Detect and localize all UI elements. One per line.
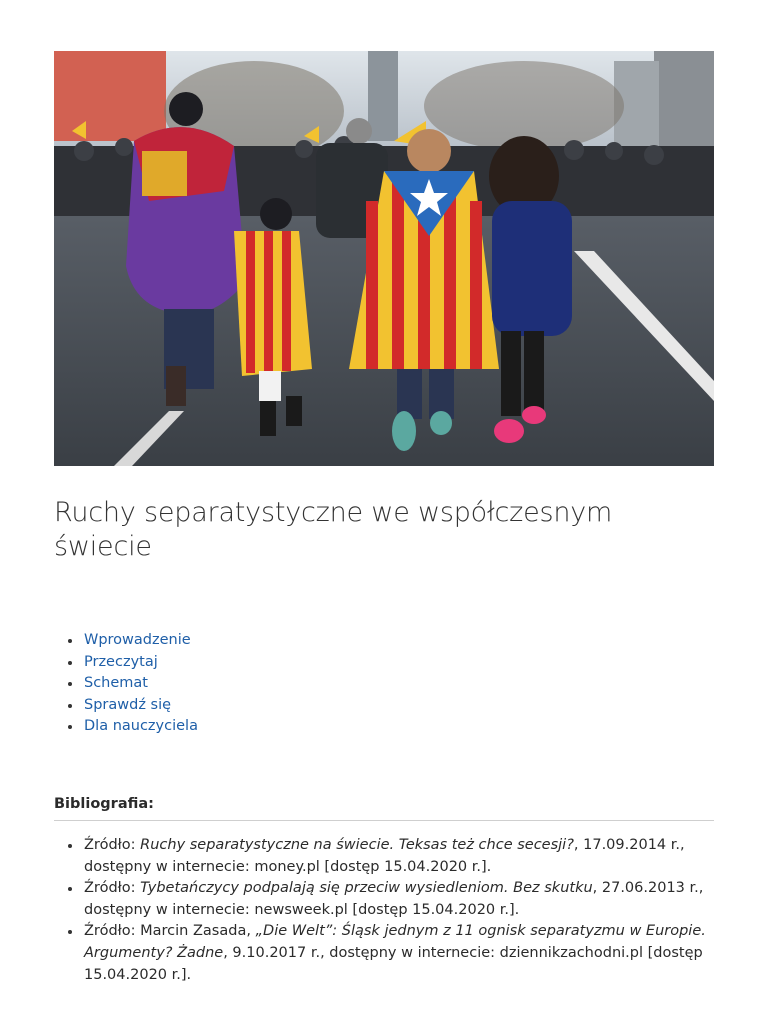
bibliography-item [68, 921, 714, 986]
bib-suffix: , 17.09.2014 r., dostępny w internecie: money.pl [dostęp 15.04.2020 r.]. [84, 836, 685, 875]
nav-link-wprowadzenie[interactable]: Wprowadzenie [84, 632, 191, 648]
nav-item-przeczytaj [68, 652, 714, 674]
nav-item-wprowadzenie [68, 630, 714, 652]
bibliography-item [68, 878, 714, 921]
hero-photo-icon [54, 51, 714, 466]
nav-item-sprawdz-sie [68, 695, 714, 717]
bibliography-list [54, 835, 714, 986]
bib-title: Ruchy separatystyczne na świecie. Teksas też chce secesji? [140, 836, 574, 853]
bib-prefix: Źródło: Marcin Zasada, [84, 923, 256, 940]
hero-image [54, 51, 714, 466]
bib-suffix: , 27.06.2013 r., dostępny w internecie: newsweek.pl [dostęp 15.04.2020 r.]. [84, 880, 704, 918]
section-nav [54, 630, 714, 738]
nav-link-sprawdz-sie[interactable]: Sprawdź się [84, 696, 172, 713]
page-title: Ruchy separatystyczne we współczesnym świecie [54, 497, 613, 562]
bibliography-heading: Bibliografia: [54, 796, 714, 821]
nav-link-dla-nauczyciela[interactable]: Dla nauczyciela [84, 718, 198, 735]
page-content [54, 51, 714, 986]
bib-prefix: Źródło: [84, 836, 141, 853]
bib-title: „Die Welt”: Śląsk jednym z 11 ognisk separatyzmu w Europie. Argumenty? Żadne [84, 923, 706, 961]
nav-link-schemat[interactable]: Schemat [84, 675, 148, 692]
nav-item-dla-nauczyciela [68, 716, 714, 738]
nav-link-przeczytaj[interactable]: Przeczytaj [84, 653, 158, 670]
bibliography-item [68, 835, 714, 878]
bib-suffix: , 9.10.2017 r., dostępny w internecie: dziennikzachodni.pl [dostęp 15.04.2020 r.]. [84, 944, 703, 983]
bib-title: Tybetańczycy podpalają się przeciw wysiedleniom. Bez skutku [140, 880, 593, 897]
bib-prefix: Źródło: [84, 880, 141, 897]
nav-item-schemat [68, 673, 714, 695]
